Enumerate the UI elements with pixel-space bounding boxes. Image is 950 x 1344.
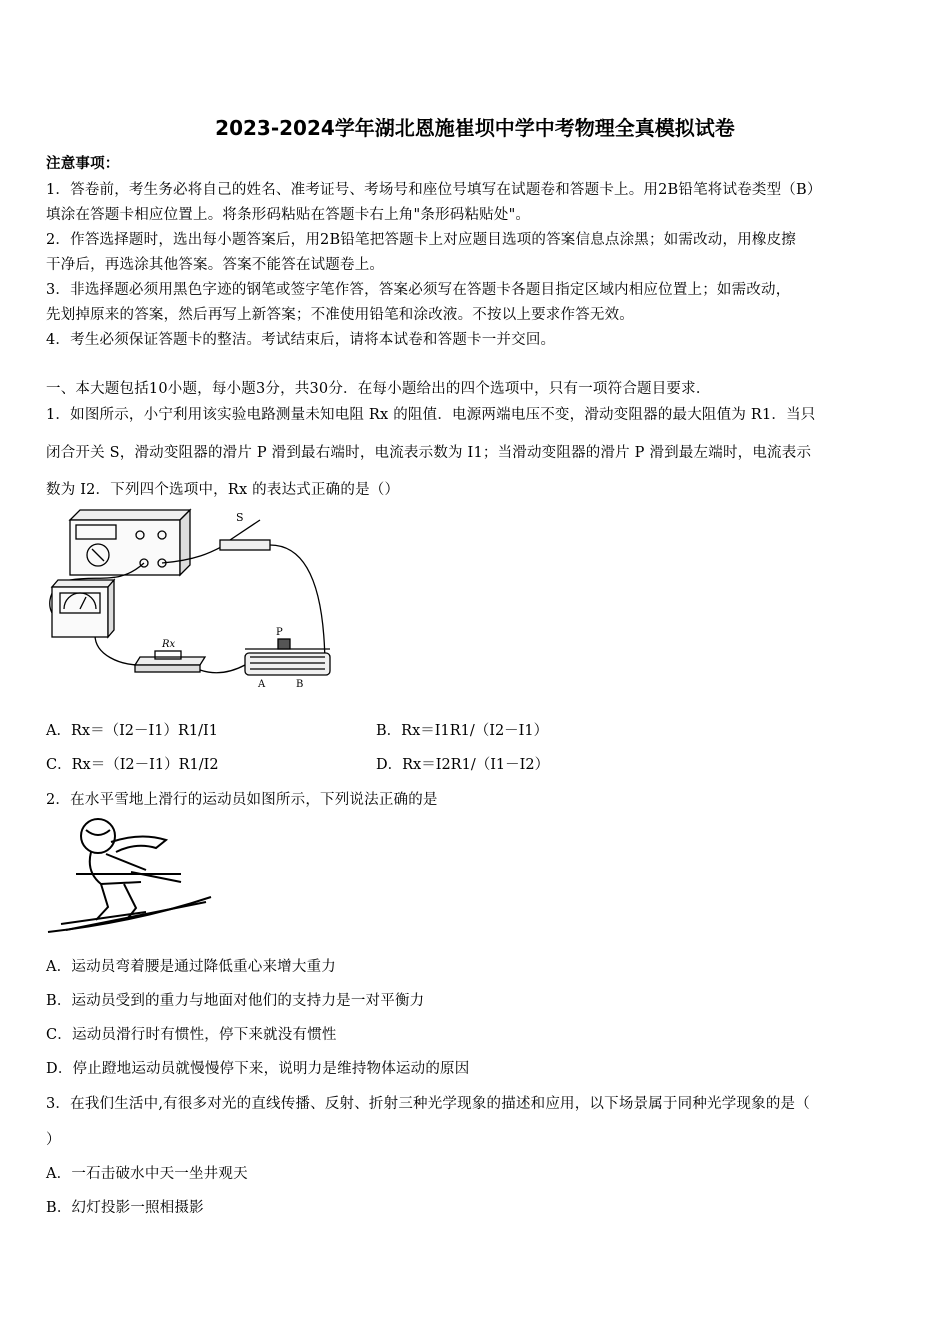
switch-label: S	[236, 511, 244, 524]
notice-line: 4．考生必须保证答题卡的整洁。考试结束后，请将本试卷和答题卡一并交回。	[46, 332, 556, 348]
q1-stem-line: 数为 I2．下列四个选项中，Rx 的表达式正确的是（）	[46, 482, 400, 498]
terminal-b-label: B	[296, 679, 304, 690]
notice-line: 2．作答选择题时，选出每小题答案后，用2B铅笔把答题卡上对应题目选项的答案信息点涂黑；如需改动，用橡皮擦	[46, 232, 797, 248]
q1-stem-line: 1．如图所示，小宁利用该实验电路测量未知电阻 Rx 的阻值．电源两端电压不变，滑动变阻器的最大阻值为 R1．当只	[46, 407, 816, 423]
q2-option[interactable]: C．运动员滑行时有惯性，停下来就没有惯性	[46, 1027, 337, 1043]
q1-option-b[interactable]: B．Rx＝I1R1/（I2－I1）	[376, 723, 549, 739]
notice-line: 干净后，再选涂其他答案。答案不能答在试题卷上。	[46, 257, 385, 273]
q3-stem: 3．在我们生活中,有很多对光的直线传播、反射、折射三种光学现象的描述和应用，以下场景属于同种光学现象的是（	[46, 1096, 810, 1112]
terminal-a-label: A	[258, 679, 266, 690]
notice-line: 1．答卷前，考生务必将自己的姓名、准考证号、考场号和座位号填写在试题卷和答题卡上。用2B铅笔将试卷类型（B）	[46, 182, 822, 198]
notice-line: 填涂在答题卡相应位置上。将条形码粘贴在答题卡右上角"条形码粘贴处"。	[46, 207, 531, 223]
circuit-figure	[40, 505, 340, 695]
notice-heading: 注意事项：	[46, 155, 120, 172]
notice-line: 先划掉原来的答案，然后再写上新答案；不准使用铅笔和涂改液。不按以上要求作答无效。	[46, 307, 634, 323]
notice-line: 3．非选择题必须用黑色字迹的钢笔或签字笔作答，答案必须写在答题卡各题目指定区域内相应位置上；如需改动，	[46, 282, 791, 298]
q3-option[interactable]: B．幻灯投影一照相摄影	[46, 1200, 204, 1216]
q1-option-a[interactable]: A．Rx＝（I2－I1）R1/I1	[46, 723, 218, 739]
q3-stem-cont: ）	[46, 1132, 61, 1148]
q2-stem: 2．在水平雪地上滑行的运动员如图所示，下列说法正确的是	[46, 792, 438, 808]
q2-option[interactable]: B．运动员受到的重力与地面对他们的支持力是一对平衡力	[46, 993, 425, 1009]
section-heading: 一、本大题包括10小题，每小题3分，共30分．在每小题给出的四个选项中，只有一项符合题目要求．	[46, 381, 711, 397]
q1-option-d[interactable]: D．Rx＝I2R1/（I1－I2）	[376, 757, 550, 773]
q1-stem-line: 闭合开关 S，滑动变阻器的滑片 P 滑到最右端时，电流表示数为 I1；当滑动变阻器的滑片 P 滑到最左端时，电流表示	[46, 445, 812, 461]
page-title: 2023-2024学年湖北恩施崔坝中学中考物理全真模拟试卷	[215, 116, 735, 140]
q2-option[interactable]: A．运动员弯着腰是通过降低重心来增大重力	[46, 959, 336, 975]
slider-p-label: P	[276, 627, 283, 638]
q1-option-c[interactable]: C．Rx＝（I2－I1）R1/I2	[46, 757, 219, 773]
q3-option[interactable]: A．一石击破水中天一坐井观天	[46, 1166, 248, 1182]
skier-figure	[46, 812, 216, 940]
q2-option[interactable]: D．停止蹬地运动员就慢慢停下来，说明力是维持物体运动的原因	[46, 1061, 470, 1077]
rx-label: Rx	[162, 639, 176, 650]
